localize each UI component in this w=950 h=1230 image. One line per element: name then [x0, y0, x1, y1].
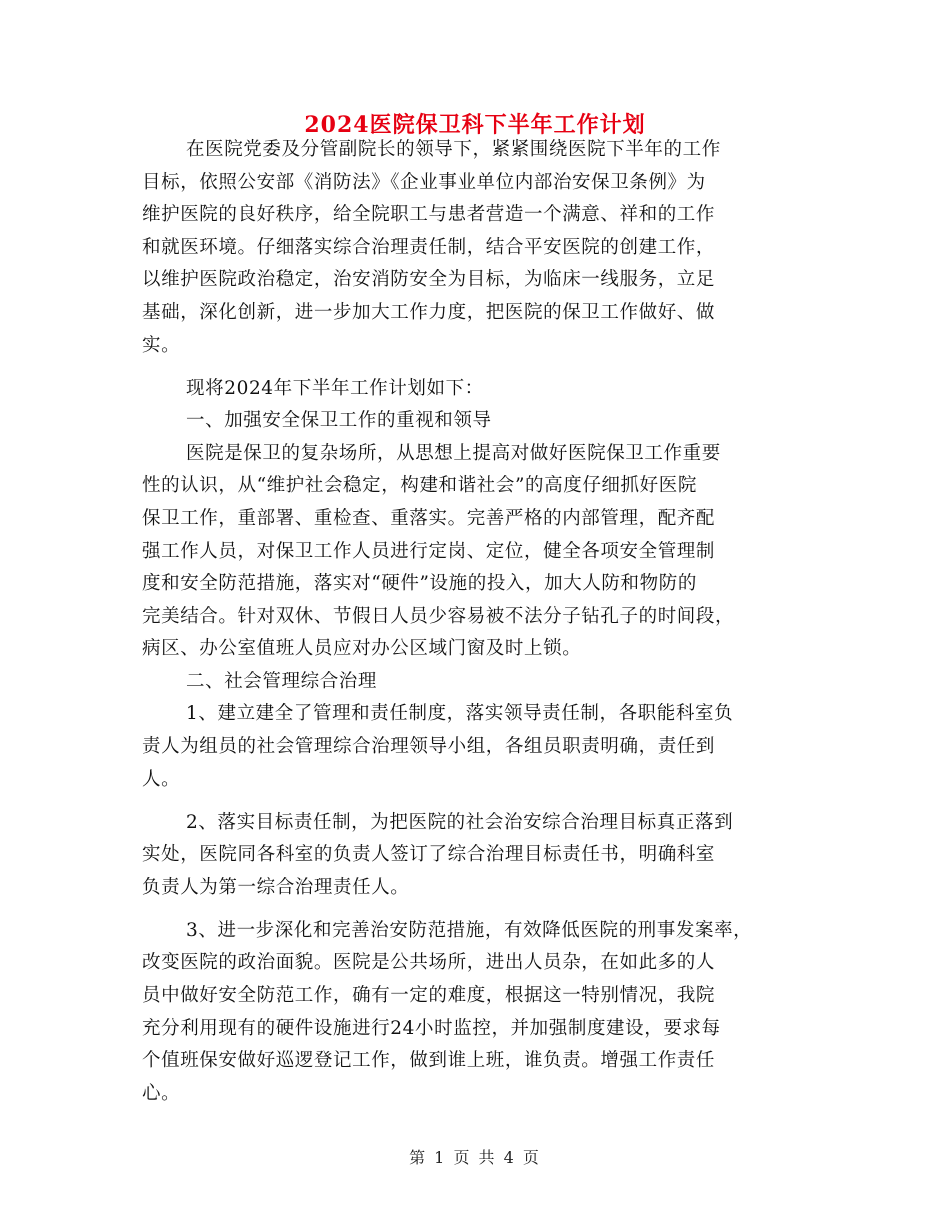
text-line: 完美结合。针对双休、节假日人员少容易被不法分子钻孔子的时间段，	[142, 605, 735, 627]
text-line: 充分利用现有的硬件设施进行24小时监控，并加强制度建设，要求每	[142, 1017, 721, 1039]
document-body	[142, 134, 797, 1110]
text-line: 个值班保安做好巡逻登记工作，做到谁上班，谁负责。增强工作责任	[142, 1050, 716, 1072]
text-line: 实处，医院同各科室的负责人签订了综合治理目标责任书，明确科室	[142, 844, 716, 866]
text-line: 心。	[142, 1082, 181, 1104]
text-line: 1、建立建全了管理和责任制度，落实领导责任制，各职能科室负	[186, 703, 734, 725]
text-line: 性的认识，从“维护社会稳定，构建和谐社会”的高度仔细抓好医院	[142, 475, 697, 497]
text-line: 2、落实目标责任制，为把医院的社会治安综合治理目标真正落到	[186, 811, 734, 833]
text-line: 在医院党委及分管副院长的领导下，紧紧围绕医院下半年的工作	[186, 139, 721, 160]
text-line: 维护医院的良好秩序，给全院职工与患者营造一个满意、祥和的工作	[142, 204, 716, 226]
text-line: 3、进一步深化和完善治安防范措施，有效降低医院的刑事发案率，	[186, 919, 753, 941]
text-line: 强工作人员，对保卫工作人员进行定岗、定位，健全各项安全管理制	[142, 540, 716, 562]
text-line: 医院是保卫的复杂场所，从思想上提高对做好医院保卫工作重要	[186, 442, 721, 464]
document-title: 2024医院保卫科下半年工作计划	[304, 112, 646, 138]
text-line: 一、加强安全保卫工作的重视和领导	[186, 410, 492, 432]
text-line: 实。	[142, 334, 181, 356]
text-line: 现将2024年下半年工作计划如下：	[186, 377, 484, 399]
text-line: 基础，深化创新，进一步加大工作力度，把医院的保卫工作做好、做	[142, 301, 716, 323]
page-footer: 第 1 页 共 4 页	[409, 1148, 541, 1167]
text-line: 度和安全防范措施，落实对“硬件”设施的投入，加大人防和物防的	[142, 573, 697, 595]
text-line: 目标，依照公安部《消防法》《企业事业单位内部治安保卫条例》为	[142, 171, 706, 193]
text-line: 负责人为第一综合治理责任人。	[142, 876, 410, 898]
text-line: 保卫工作，重部署、重检查、重落实。完善严格的内部管理，配齐配	[142, 507, 716, 529]
text-line: 二、社会管理综合治理	[186, 670, 378, 692]
text-line: 以维护医院政治稳定，治安消防安全为目标，为临床一线服务，立足	[142, 269, 716, 291]
text-line: 和就医环境。仔细落实综合治理责任制，结合平安医院的创建工作，	[142, 236, 716, 258]
text-line: 员中做好安全防范工作，确有一定的难度，根据这一特别情况，我院	[142, 985, 716, 1007]
text-line: 病区、办公室值班人员应对办公区域门窗及时上锁。	[142, 638, 582, 660]
text-line: 改变医院的政治面貌。医院是公共场所，进出人员杂，在如此多的人	[142, 952, 716, 974]
text-line: 人。	[142, 768, 181, 790]
text-line: 责人为组员的社会管理综合治理领导小组，各组员职责明确，责任到	[142, 736, 716, 758]
